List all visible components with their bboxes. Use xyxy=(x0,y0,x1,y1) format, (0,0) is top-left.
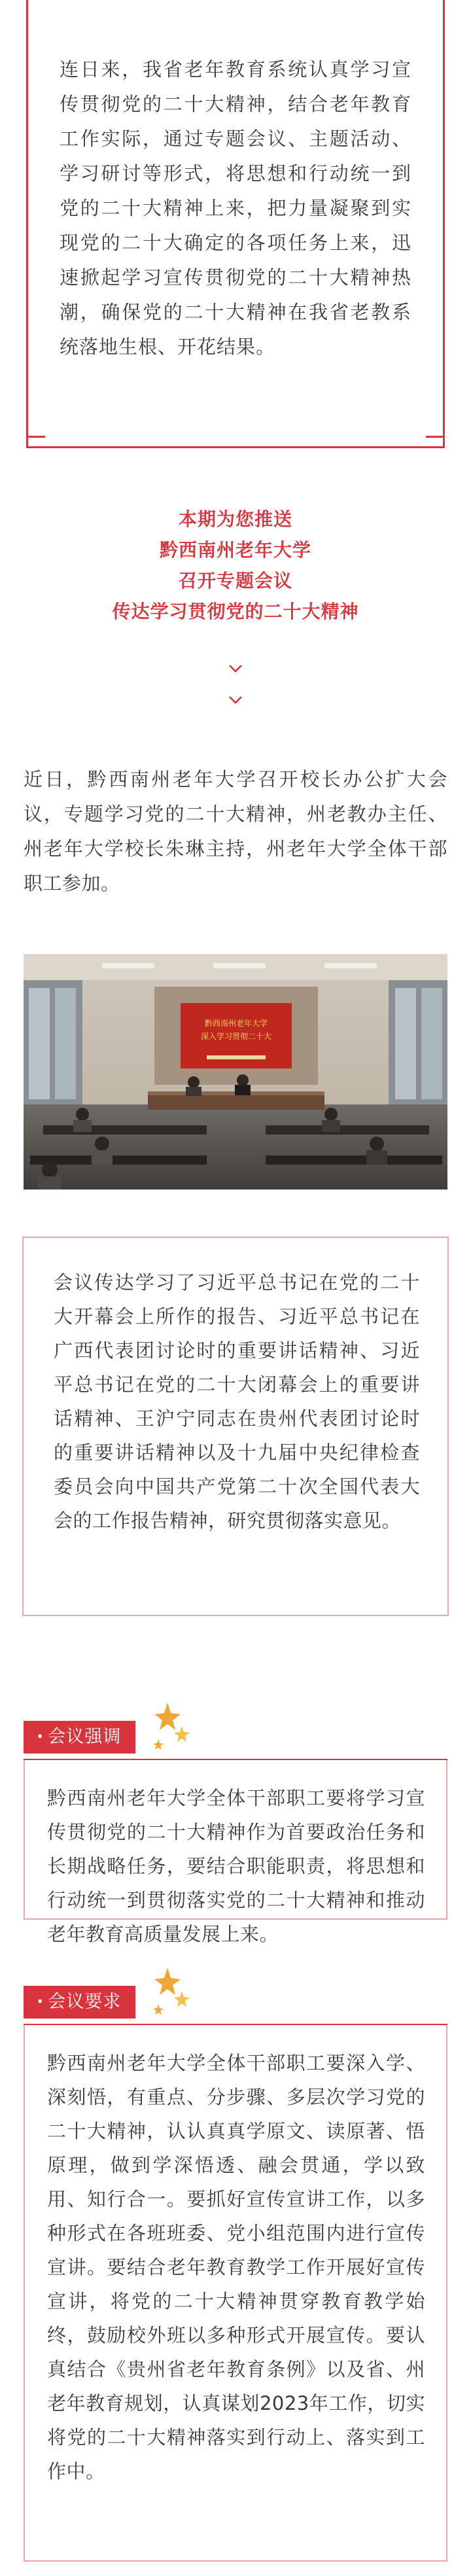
intro-box xyxy=(26,0,445,448)
announcement-line-2: 黔西南州老年大学 xyxy=(159,539,311,561)
section-label-requirements: · 会议要求 xyxy=(24,1986,135,2019)
announcement-line-4: 传达学习贯彻党的二十大精神 xyxy=(112,601,359,622)
report-box xyxy=(22,1237,449,1616)
section-header-requirements xyxy=(24,1966,447,2025)
section-label-emphasis: · 会议强调 xyxy=(24,1721,135,1754)
section-label-requirements-text: 会议要求 xyxy=(48,1992,122,2012)
section-header-emphasis xyxy=(24,1701,447,1760)
meeting-photo xyxy=(24,954,447,1190)
announcement-line-3: 召开专题会议 xyxy=(178,570,292,591)
intro-accent-right xyxy=(426,436,443,438)
photo-banner-line-2: 深入学习贯彻二十大 xyxy=(200,1032,272,1041)
chevron-down-icon xyxy=(228,661,243,677)
announcement xyxy=(0,504,471,627)
paragraph-intro: 近日，黔西南州老年大学召开校长办公扩大会议，专题学习党的二十大精神，州老教办主任、州老年大学校长朱琳主持，州老年大学全体干部职工参加。 xyxy=(24,768,447,894)
section-label-emphasis-text: 会议强调 xyxy=(48,1727,122,1747)
announcement-line-1: 本期为您推送 xyxy=(178,508,292,530)
photo-banner-line-1: 黔西南州老年大学 xyxy=(204,1019,268,1028)
chevron-down-icon xyxy=(228,692,243,708)
intro-text: 连日来，我省老年教育系统认真学习宣传贯彻党的二十大精神，结合老年教育工作实际，通过专题会议、主题活动、学习研讨等形式，将思想和行动统一到党的二十大精神上来，把力量凝聚到实现党的二十大确定的各项任务上来，迅速掀起学习宣传贯彻党的二十大精神热潮，确保党的二十大精神在我省老教系统落地生根、开花结果。 xyxy=(60,58,411,358)
intro-accent-left xyxy=(28,436,45,438)
section-text-emphasis: 黔西南州老年大学全体干部职工要将学习宣传贯彻党的二十大精神作为首要政治任务和长期战略任务，要结合职能职责，将思想和行动统一到贯彻落实党的二十大精神和推动老年教育高质量发展上来。 xyxy=(47,1787,425,1945)
section-text-requirements: 黔西南州老年大学全体干部职工要深入学、深刻悟，有重点、分步骤、多层次学习党的二十大精神，认认真真学原文、读原著、悟原理，做到学深悟透、融会贯通，学以致用、知行合一。要抓好宣传宣讲工作，以多种形式在各班班委、党小组范围内进行宣传宣讲。要结合老年教育教学工作开展好宣传宣讲，将党的二十大精神贯穿教育教学始终，鼓励校外班以多种形式开展宣传。要认真结合《贵州省老年教育条例》以及省、州老年教育规划，认真谋划2023年工作，切实将党的二十大精神落实到行动上、落实到工作中。 xyxy=(47,2052,425,2482)
section-body-emphasis xyxy=(24,1760,447,1945)
report-text: 会议传达学习了习近平总书记在党的二十大开幕会上所作的报告、习近平总书记在广西代表团讨论时的重要讲话精神、习近平总书记在党的二十大闭幕会上的重要讲话精神、王沪宁同志在贵州代表团讨论时的重要讲话精神以及十九届中央纪律检查委员会向中国共产党第二十次全国代表大会的工作报告精神，研究贯彻落实意见。 xyxy=(54,1271,420,1532)
section-body-requirements xyxy=(24,2025,447,2562)
stars-icon xyxy=(141,1966,194,2022)
stars-icon xyxy=(141,1701,194,1757)
